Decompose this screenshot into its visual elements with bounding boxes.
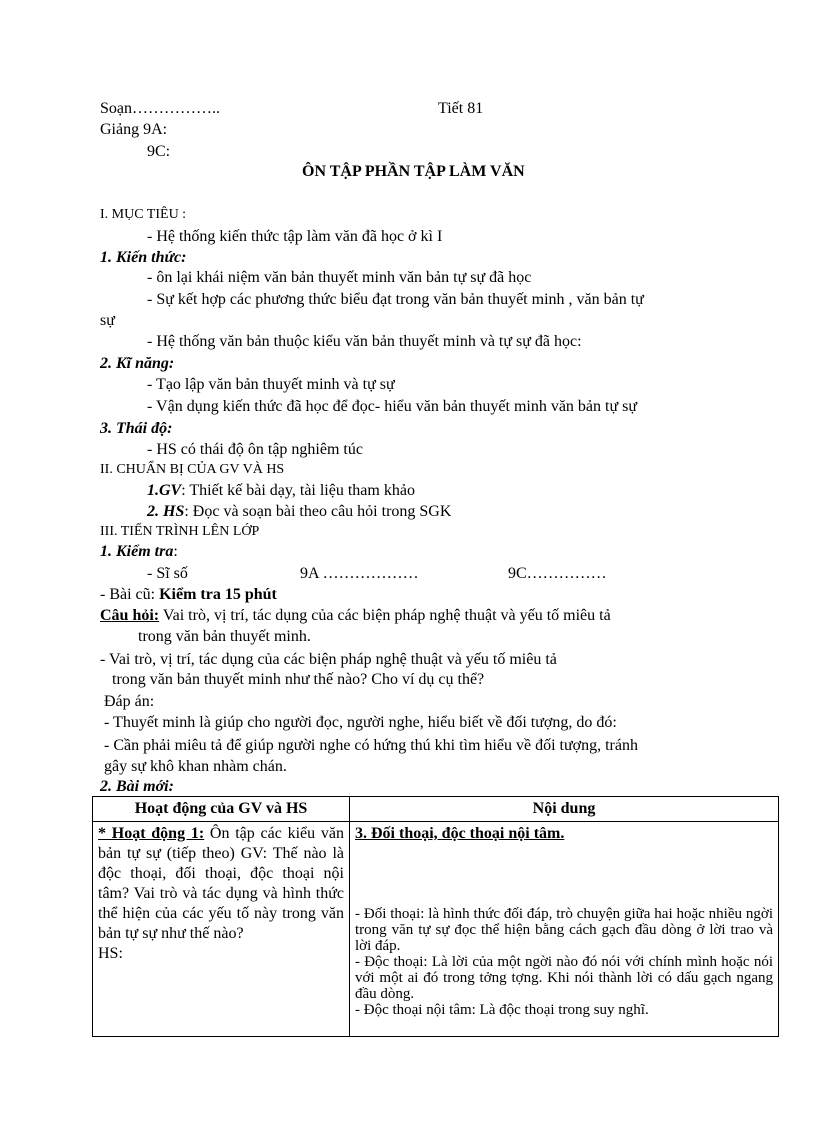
prep-hs-text: : Đọc và soạn bài theo câu hỏi trong SGK — [184, 503, 452, 520]
content-cell — [350, 822, 779, 1037]
knowledge-item: - ôn lại khái niệm văn bản thuyết minh văn bản tự sự đã học — [147, 269, 532, 286]
content-item: - Độc thoại: Là lời của một ngời nào đó nói với chính mình hoặc nói với một ai đó trong tởng tợng. Khi nói thành lời có dấu gạch ngang đầu dòng. — [355, 954, 773, 1002]
prep-hs — [147, 502, 451, 522]
attendance-9a: 9A ……………… — [300, 565, 419, 582]
new-lesson-heading: 2. Bài mới: — [100, 778, 174, 795]
question-text-cont: trong văn bản thuyết minh. — [138, 628, 311, 645]
answer-item-cont: gây sự khô khan nhàm chán. — [104, 758, 287, 775]
check-heading-label: 1. Kiểm tra — [100, 543, 174, 560]
table-header-row — [93, 797, 779, 822]
question-line — [100, 606, 611, 626]
objectives-intro: - Hệ thống kiến thức tập làm văn đã học ở kì I — [147, 228, 443, 245]
attendance-label: - Sĩ số — [147, 565, 188, 582]
question2-text: - Vai trò, vị trí, tác dụng của các biện pháp nghệ thuật và yếu tố miêu tả — [100, 651, 557, 668]
activity-title: * Hoạt động 1: — [98, 825, 205, 842]
activity-hs: HS: — [98, 945, 123, 962]
table-row — [93, 822, 779, 1037]
objectives-heading: I. MỤC TIÊU : — [100, 207, 187, 222]
answer-label: Đáp án: — [104, 693, 155, 710]
attitude-heading: 3. Thái độ: — [100, 420, 173, 437]
knowledge-item: sự — [100, 312, 115, 329]
content-item: - Đối thoại: là hình thức đối đáp, trò chuyện giữa hai hoặc nhiều ngời trong văn tự sự đọc thể hiện bằng cách gạch đầu dòng ở lời trao và lời đáp. — [355, 906, 773, 954]
check-heading-colon: : — [173, 543, 178, 560]
prep-date-label: Soạn…………….. — [100, 100, 220, 117]
knowledge-heading: 1. Kiến thức: — [100, 249, 187, 266]
activity-description: Ôn tập các kiểu văn bản tự sự (tiếp theo) GV: Thế nào là độc thoại, đối thoại, độc thoại nội tâm? Vai trò và tác dụng và hình thức thể hiện của các yếu tố này trong văn bản tự sự như thế nào? — [98, 825, 344, 942]
teaching-class-9c: 9C: — [147, 143, 171, 160]
teaching-class-9a: Giảng 9A: — [100, 121, 168, 138]
answer-item: - Thuyết minh là giúp cho người đọc, người nghe, hiểu biết về đối tượng, do đó: — [104, 714, 617, 731]
attendance-9c: 9C…………… — [508, 565, 607, 582]
lesson-number: Tiết 81 — [438, 100, 484, 117]
activity-cell — [93, 822, 350, 1037]
knowledge-item: - Sự kết hợp các phương thức biểu đạt trong văn bản thuyết minh , văn bản tự — [147, 291, 644, 308]
prep-gv-text: : Thiết kế bài dạy, tài liệu tham khảo — [181, 482, 415, 499]
attitude-item: - HS có thái độ ôn tập nghiêm túc — [147, 441, 363, 458]
activity-table — [92, 796, 779, 1037]
prep-hs-label: 2. HS — [147, 503, 185, 520]
check-heading — [100, 542, 178, 562]
prep-gv-label: 1.GV — [147, 482, 182, 499]
skills-item: - Tạo lập văn bản thuyết minh và tự sự — [147, 376, 395, 393]
question-label: Câu hỏi: — [100, 607, 160, 624]
answer-item: - Cần phải miêu tả để giúp người nghe có hứng thú khi tìm hiểu về đối tượng, tránh — [104, 737, 638, 754]
prep-gv — [147, 481, 415, 501]
skills-heading: 2. Kĩ năng: — [100, 355, 175, 372]
knowledge-item: - Hệ thống văn bản thuộc kiểu văn bản thuyết minh và tự sự đã học: — [147, 333, 582, 350]
prep-heading: II. CHUẨN BỊ CỦA GV VÀ HS — [100, 462, 285, 477]
question-text: Vai trò, vị trí, tác dụng của các biện pháp nghệ thuật và yếu tố miêu tả — [162, 607, 611, 624]
content-item: - Độc thoại nội tâm: Là độc thoại trong suy nghĩ. — [355, 1002, 649, 1018]
col-header-activity: Hoạt động của GV và HS — [93, 797, 350, 822]
old-lesson — [100, 585, 277, 605]
old-lesson-label: - Bài cũ: — [100, 586, 156, 603]
skills-item: - Vận dụng kiến thức đã học để đọc- hiểu văn bản thuyết minh văn bản tự sự — [147, 398, 638, 415]
page-title: ÔN TẬP PHẦN TẬP LÀM VĂN — [302, 163, 525, 180]
process-heading: III. TIẾN TRÌNH LÊN LỚP — [100, 524, 260, 539]
content-heading: 3. Đối thoại, độc thoại nội tâm. — [355, 825, 565, 842]
question2-text-cont: trong văn bản thuyết minh như thế nào? Cho ví dụ cụ thể? — [112, 671, 485, 688]
old-lesson-value: Kiểm tra 15 phút — [159, 586, 277, 603]
col-header-content: Nội dung — [350, 797, 779, 822]
